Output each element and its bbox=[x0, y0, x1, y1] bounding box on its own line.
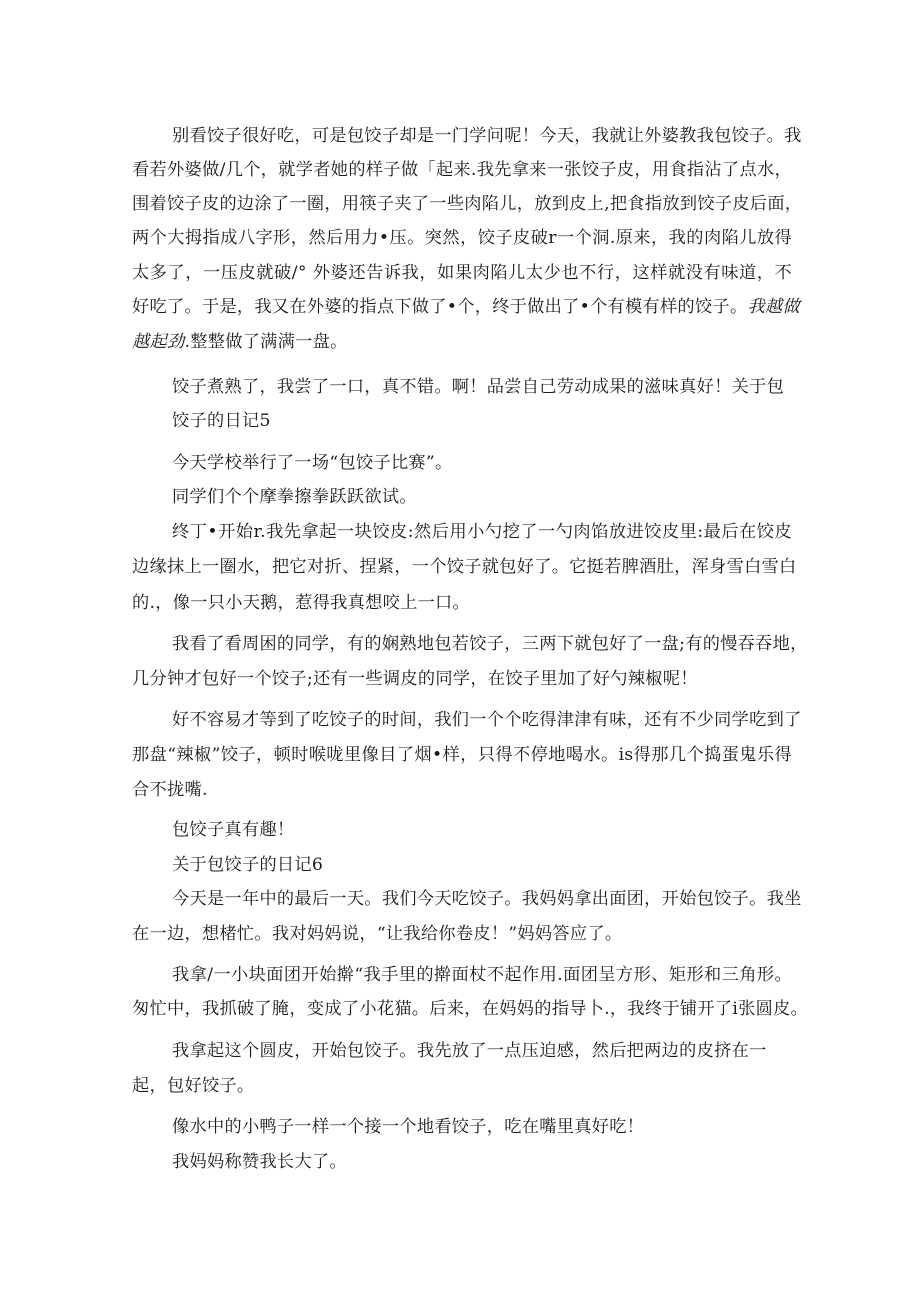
paragraph-line: 围着饺子皮的边涂了一圈，用筷子夹了一些肉陷儿，放到皮上,把食指放到饺子皮后面， bbox=[132, 194, 803, 214]
paragraph-line: 我拿起这个圆皮，开始包饺子。我先放了一点压迫感，然后把两边的皮挤在一 bbox=[172, 1041, 767, 1061]
paragraph-text: 整整做了满满一盘。 bbox=[190, 332, 348, 352]
paragraph-line: 我妈妈称赞我长大了。 bbox=[172, 1152, 347, 1172]
paragraph-line: 终丁•开始r.我先拿起一块饺皮:然后用小勺挖了一勺肉馅放进饺皮里:最后在饺皮 bbox=[172, 522, 792, 542]
paragraph-line: 饺子煮熟了，我尝了一口，真不错。啊！品尝自己劳动成果的滋味真好！关于包 bbox=[172, 377, 785, 397]
paragraph-text: 好吃了。于是，我又在外婆的指点下做了•个，终于做出了•个有模有样的饺子。 bbox=[132, 297, 748, 317]
paragraph-line bbox=[132, 295, 800, 319]
paragraph-line: 同学们个个摩拳擦拳跃跃欲试。 bbox=[172, 487, 417, 507]
section-heading: 关于包饺子的日记6 bbox=[172, 855, 324, 875]
paragraph-line: 看若外婆做/几个，就学者她的样子做「起来.我先拿来一张饺子皮，用食指沾了点水， bbox=[132, 160, 792, 180]
paragraph-line: 今天是一年中的最后一天。我们今天吃饺子。我妈妈拿出面团，开始包饺子。我坐 bbox=[172, 889, 802, 909]
paragraph-line: 起，包好饺子。 bbox=[132, 1076, 255, 1096]
section-heading: 饺子的日记5 bbox=[172, 411, 271, 431]
paragraph-line: 的.，像一只小天鹅，惹得我真想咬上一口。 bbox=[132, 593, 471, 613]
paragraph-line: 包饺子真有趣！ bbox=[172, 820, 295, 840]
paragraph-line: 我看了看周困的同学，有的娴熟地包若饺子，三两下就包好了一盘;有的慢吞吞地， bbox=[172, 634, 808, 654]
paragraph-line: 几分钟才包好一个饺子;还有一些调皮的同学，在饺子里加了好勺辣椒呢！ bbox=[132, 669, 698, 689]
paragraph-line: 两个大拇指成八字形，然后用力•压。突然，饺子皮破r一个洞.原来，我的肉陷儿放得 bbox=[132, 228, 792, 248]
paragraph-line: 像水中的小鸭子一样一个接一个地看饺子，吃在嘴里真好吃！ bbox=[172, 1117, 645, 1137]
paragraph-line: 我拿/一小块面团开始擀“我手里的擀面杖不起作用.面团呈方形、矩形和三角形。 bbox=[172, 965, 792, 985]
paragraph-line bbox=[132, 330, 792, 354]
paragraph-line: 太多了，一压皮就破/° 外婆还告诉我，如果肉陷儿太少也不行，这样就没有味道，不 bbox=[132, 263, 792, 283]
paragraph-line: 别看饺子很好吃，可是包饺子却是一门学问呢！今天，我就让外婆教我包饺子。我 bbox=[172, 126, 802, 146]
paragraph-line: 匆忙中，我抓破了腌，变成了小花猫。后来，在妈妈的指导卜.，我终于铺开了i张圆皮。 bbox=[132, 999, 809, 1019]
paragraph-line: 那盘“辣椒”饺子，顿时喉咙里像目了烟•样，只得不停地喝水。is得那几个捣蛋鬼乐得 bbox=[132, 745, 792, 765]
paragraph-line: 合不拢嘴. bbox=[132, 780, 208, 800]
paragraph-line: 好不容易才等到了吃饺子的时间，我们一个个吃得津津有味，还有不少同学吃到了 bbox=[172, 710, 802, 730]
italic-text: 越起劲. bbox=[132, 332, 191, 352]
paragraph-line: 今天学校举行了一场“包饺子比赛”。 bbox=[172, 453, 453, 473]
italic-text: 我越做 bbox=[747, 297, 800, 317]
paragraph-line: 边缘抹上一圈水，把它对折、捏紧，一个饺子就包好了。它挺若脾酒肚，浑身雪白雪白 bbox=[132, 557, 797, 577]
paragraph-line: 在一边，想楮忙。我对妈妈说，“让我给你卷皮！”妈妈答应了。 bbox=[132, 924, 623, 944]
